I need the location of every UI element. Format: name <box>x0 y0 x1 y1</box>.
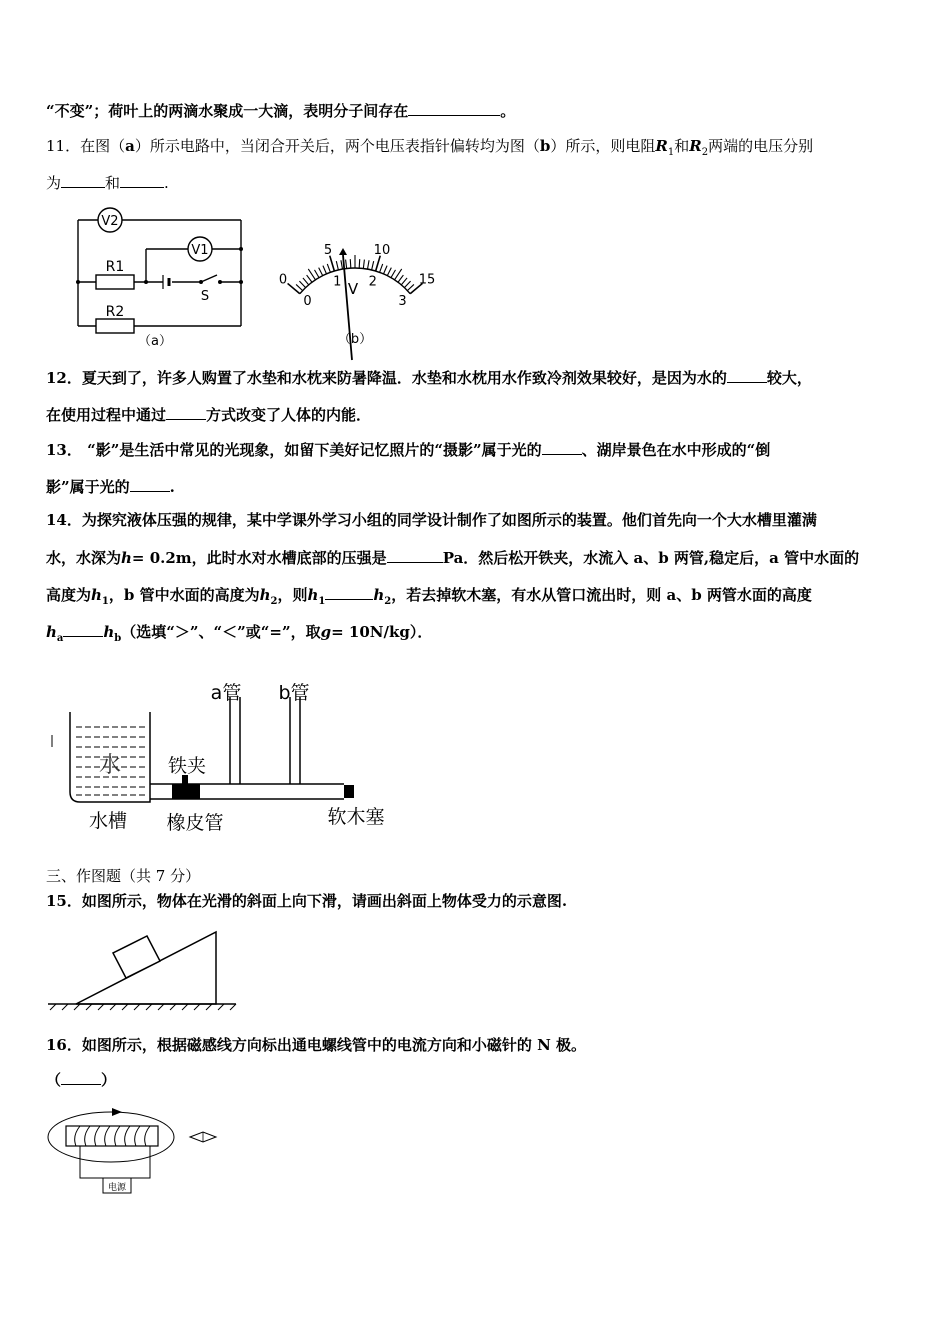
dial-tick <box>288 283 300 293</box>
q12-text-2: 较大， <box>766 369 812 387</box>
q14-h1b-italic: h <box>307 586 319 604</box>
r2-label: R2 <box>105 304 125 320</box>
q11-text-4: 两端的电压分别 <box>708 137 814 155</box>
q13-text-1: 13． “影”是生活中常见的光现象，如留下美好记忆照片的“摄影”属于光的 <box>46 441 542 459</box>
dial-tick <box>359 259 360 268</box>
dial-tick <box>319 268 323 276</box>
section3-title-text: 三、作图题（共 7 分） <box>46 867 201 885</box>
dial-tick <box>401 278 407 285</box>
scale-bottom-1: 1 <box>333 274 342 290</box>
dial-tick <box>341 260 343 269</box>
q11-text-6: 和 <box>105 174 121 192</box>
q16-line <box>46 1035 586 1055</box>
section3-title <box>46 866 200 886</box>
dial-tick <box>327 264 330 272</box>
caption-b: （b） <box>337 332 373 347</box>
q14-text-7: ，则 <box>277 586 308 604</box>
q14-h2b-italic: h <box>373 586 385 604</box>
q11-text-7: . <box>164 174 169 192</box>
cork-label: 软木塞 <box>327 806 385 828</box>
q12-text-3: 在使用过程中通过 <box>46 406 167 424</box>
dial-tick <box>376 256 381 271</box>
dial-tick <box>307 275 312 282</box>
sliding-block <box>113 936 160 978</box>
scale-top-15: 15 <box>418 272 436 288</box>
q11-text-1: 11．在图（ <box>46 137 126 155</box>
dial-tick <box>407 284 414 290</box>
q14-line4 <box>46 622 432 649</box>
scale-top-10: 10 <box>373 242 391 258</box>
v1-meter-label: V1 <box>191 243 209 258</box>
q11-r2-sub: 2 <box>701 147 709 158</box>
q14-ha-italic: h <box>46 623 57 641</box>
q11-text-2: ）所示电路中，当闭合开关后，两个电压表指针偏转均为图（ <box>134 137 540 155</box>
q15-text: 15．如图所示，物体在光滑的斜面上向下滑，请画出斜面上物体受力的示意图. <box>46 892 568 910</box>
q13-text-2: 、湖岸景色在水中形成的“倒 <box>581 441 771 459</box>
iron-clip-label: 铁夹 <box>167 755 207 777</box>
q16-paren-close: ） <box>101 1071 117 1089</box>
q14-blank-2[interactable] <box>325 585 373 600</box>
q14-text-5: 高度为 <box>46 586 92 604</box>
water-tank-apparatus <box>44 675 404 840</box>
dial-tick <box>391 270 396 278</box>
q14-text-2: 水，水深为 <box>46 549 122 567</box>
needle-tip <box>339 248 347 255</box>
q12-blank-1[interactable] <box>727 368 767 383</box>
dial-tick <box>350 259 351 268</box>
q11-line2 <box>46 173 169 193</box>
water-label: 水 <box>98 753 122 778</box>
dial-tick <box>303 278 309 285</box>
q10-period: 。 <box>500 102 516 120</box>
q11-line1 <box>46 136 813 163</box>
r1-label: R1 <box>105 259 125 275</box>
q14-text-1: 14．为探究液体压强的规律，某中学课外学习小组的同学设计制作了如图所示的装置。他们首先向一个大水槽里灌满 <box>46 511 817 529</box>
q11-blank-2[interactable] <box>120 173 164 188</box>
q14-text-4: Pa．然后松开铁夹，水流入 a、b 两管,稳定后，a 管中水面的 <box>442 549 860 567</box>
q13-line1 <box>46 440 770 460</box>
q12-blank-2[interactable] <box>166 405 206 420</box>
q11-b: b <box>539 137 551 155</box>
scale-bottom-0: 0 <box>303 294 312 310</box>
q12-line2 <box>46 405 371 425</box>
q14-h: h <box>121 549 132 567</box>
q13-text-4: . <box>169 478 175 496</box>
q12-text-4: 方式改变了人体的内能． <box>206 406 372 424</box>
solenoid-core <box>66 1126 158 1146</box>
switch-label: S <box>200 289 210 304</box>
q14-ha-sub: a <box>56 633 64 644</box>
a-tube-label: a管 <box>210 682 242 704</box>
q14-blank-3[interactable] <box>63 622 103 637</box>
circuit-diagram <box>60 205 250 350</box>
power-source-label: 电源 <box>107 1183 127 1193</box>
q14-h2-italic: h <box>259 586 271 604</box>
q11-text-3: ）所示，则电阻 <box>550 137 656 155</box>
dial-tick <box>323 266 327 274</box>
q14-text-10: = 10N/kg）． <box>331 623 433 641</box>
q11-r2: R <box>689 137 702 155</box>
q14-g: g <box>320 623 332 641</box>
q13-blank-2[interactable] <box>130 477 170 492</box>
q11-and: 和 <box>674 137 690 155</box>
q14-hb-italic: h <box>103 623 115 641</box>
q11-r1-sub: 1 <box>667 147 675 158</box>
q16-text: 16．如图所示，根据磁感线方向标出通电螺线管中的电流方向和小磁针的 N 极。 <box>46 1036 587 1054</box>
q10-text: “不变”；荷叶上的两滴水聚成一大滴，表明分子间存在 <box>46 102 409 120</box>
q14-text-3: = 0.2m，此时水对水槽底部的压强是 <box>131 549 387 567</box>
dial-tick <box>299 281 305 288</box>
q14-line2 <box>46 548 859 568</box>
q16-blank[interactable] <box>61 1070 101 1085</box>
b-tube-label: b管 <box>278 682 310 704</box>
field-direction-arrow <box>112 1108 122 1116</box>
q16-paren-open: （ <box>46 1071 62 1089</box>
q12-text-1: 12．夏天到了，许多人购置了水垫和水枕来防暑降温．水垫和水枕用水作致冷剂效果较好，是因为水的 <box>46 369 727 387</box>
q11-blank-1[interactable] <box>61 173 105 188</box>
q10-tail-line <box>46 101 515 121</box>
dial-tick <box>368 260 370 269</box>
q14-hb-sub: b <box>114 633 122 644</box>
dial-tick <box>380 264 383 272</box>
rubber-tube-clamp-body <box>172 784 200 799</box>
q14-text-6: ，b 管中水面的高度为 <box>108 586 260 604</box>
q12-line1 <box>46 368 812 388</box>
volt-symbol: V <box>347 280 359 298</box>
dial-tick <box>315 270 320 278</box>
q14-h2b-sub: 2 <box>384 596 392 607</box>
q14-blank-1[interactable] <box>387 548 443 563</box>
q10-blank[interactable] <box>408 101 500 116</box>
q13-text-3: 影”属于光的 <box>46 478 130 496</box>
dial-tick <box>336 261 338 270</box>
scale-top-5: 5 <box>323 242 333 258</box>
q14-text-9: （选填“＞”、“＜”或“=”，取 <box>121 623 321 641</box>
tank-label: 水槽 <box>88 810 128 832</box>
dial-tick <box>404 281 410 288</box>
q14-h1-sub: 1 <box>101 596 109 607</box>
solenoid-diagram <box>46 1100 226 1205</box>
cork-stopper <box>344 785 354 798</box>
q14-h1b-sub: 1 <box>318 596 326 607</box>
incline-diagram <box>46 928 241 1013</box>
q15-line <box>46 891 567 911</box>
scale-bottom-3: 3 <box>398 294 407 310</box>
voltmeter-dial <box>262 222 447 347</box>
q14-h2-sub: 2 <box>270 596 278 607</box>
q11-text-5: 为 <box>46 174 62 192</box>
q13-line2 <box>46 477 175 497</box>
q16-answer-line <box>46 1070 116 1090</box>
dial-tick <box>387 268 391 276</box>
q13-blank-1[interactable] <box>542 440 582 455</box>
q14-h1-italic: h <box>91 586 102 604</box>
rubber-tube-label: 橡皮管 <box>166 812 224 834</box>
scale-top-0: 0 <box>278 272 288 288</box>
dial-tick <box>346 260 347 269</box>
caption-a: （a） <box>138 334 172 349</box>
dial-tick <box>372 261 374 270</box>
v2-meter-label: V2 <box>101 214 119 229</box>
dial-tick <box>296 284 303 290</box>
dial-tick <box>330 256 335 271</box>
dial-tick <box>363 260 364 269</box>
q14-line3 <box>46 585 812 612</box>
q11-a: a <box>125 137 135 155</box>
q11-r1: R <box>655 137 668 155</box>
q14-line1 <box>46 510 817 530</box>
scale-bottom-2: 2 <box>368 274 377 290</box>
q14-text-8: ，若去掉软木塞，有水从管口流出时，则 a、b 两管水面的高度 <box>391 586 812 604</box>
dial-tick <box>398 275 403 282</box>
dial-tick <box>384 266 388 274</box>
